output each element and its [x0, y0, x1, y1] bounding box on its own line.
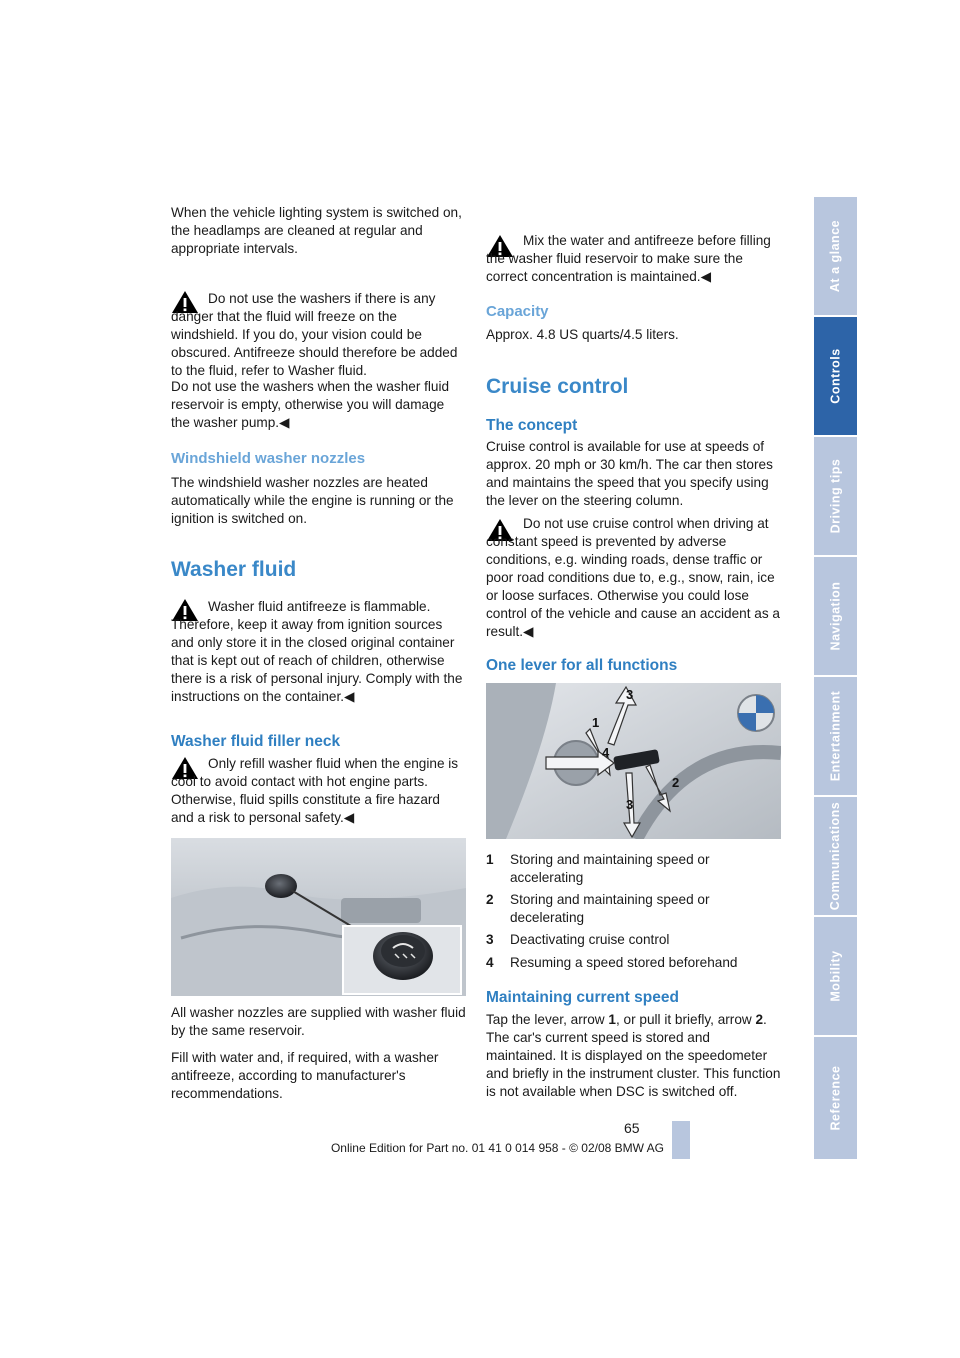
tab-controls[interactable]: Controls: [814, 317, 857, 437]
tab-communications[interactable]: Communications: [814, 797, 857, 917]
concept-paragraph: Cruise control is available for use at speeds of approx. 20 mph or 30 km/h. The car then stores and maintains the speed that you specify using the lever on the steering column.: [486, 439, 773, 508]
cruise-lever-photo: [486, 683, 781, 839]
list-item: 4 Resuming a speed stored beforehand: [486, 955, 738, 970]
warning-freeze: Do not use the washers if there is any danger that the fluid will freeze on the windshield. If you do, your vision could be obscured. Antifreeze should therefore be added to the fluid, refer to Washer fluid.: [171, 291, 458, 378]
tab-at-a-glance[interactable]: At a glance: [814, 197, 857, 317]
list-item: 1 Storing and maintaining speed or accelerating: [486, 852, 710, 885]
intro-paragraph: When the vehicle lighting system is switched on, the headlamps are cleaned at regular and appropriate intervals.: [171, 205, 462, 256]
heading-washer-fluid: Washer fluid: [171, 558, 297, 581]
tab-driving-tips[interactable]: Driving tips: [814, 437, 857, 557]
svg-text:3: 3: [626, 797, 634, 812]
svg-text:3: 3: [626, 687, 634, 702]
list-item: 2 Storing and maintaining speed or decelerating: [486, 892, 710, 925]
warning-adverse-conditions: Do not use cruise control when driving at constant speed is prevented by adverse conditions, e.g. winding roads, dense traffic or poor road conditions due to, e.g., snow, rain, ice or loose surfaces. Otherwise you could lose control of the vehicle and cause an accident as a result.◀: [486, 516, 780, 639]
list-item: 3 Deactivating cruise control: [486, 932, 670, 947]
svg-text:4: 4: [602, 745, 610, 760]
warning-hot-engine: Only refill washer fluid when the engine is cool to avoid contact with hot engine parts. Otherwise, fluid spills constitute a fire hazard and a risk to personal safety.◀: [171, 756, 459, 825]
nozzles-paragraph: The windshield washer nozzles are heated automatically while the engine is running or the ignition is switched on.: [171, 475, 454, 526]
tab-mobility[interactable]: Mobility: [814, 917, 857, 1037]
warning-flammable: Washer fluid antifreeze is flammable. Therefore, keep it away from ignition sources and only store it in the closed original container that is kept out of reach of children, otherwise there is a risk of personal injury. Comply with the instructions on the container.◀: [171, 599, 463, 704]
svg-text:2: 2: [672, 775, 680, 790]
heading-concept: The concept: [486, 417, 578, 434]
heading-one-lever: One lever for all functions: [486, 657, 678, 674]
fill-paragraph: Fill with water and, if required, with a washer antifreeze, according to manufacturer's recommendations.: [171, 1050, 439, 1101]
heading-capacity: Capacity: [486, 303, 549, 320]
warning-mix: Mix the water and antifreeze before filling the washer fluid reservoir to make sure the correct concentration is maintained.◀: [486, 233, 771, 284]
maintaining-paragraph: Tap the lever, arrow 1, or pull it briefly, arrow 2. The car's current speed is stored and maintained. It is displayed on the speedometer and briefly in the instrument cluster. This function is not available when DSC is switched off.: [486, 1012, 781, 1099]
chapter-sidebar: [814, 197, 857, 1159]
filler-neck-photo: [171, 838, 466, 996]
heading-filler-neck: Washer fluid filler neck: [171, 733, 341, 750]
capacity-paragraph: Approx. 4.8 US quarts/4.5 liters.: [486, 327, 679, 342]
tab-navigation[interactable]: Navigation: [814, 557, 857, 677]
tab-reference[interactable]: Reference: [814, 1037, 857, 1161]
heading-cruise-control: Cruise control: [486, 375, 629, 398]
tab-entertainment[interactable]: Entertainment: [814, 677, 857, 797]
heading-nozzles: Windshield washer nozzles: [171, 450, 366, 467]
warning-empty-reservoir: Do not use the washers when the washer fluid reservoir is empty, otherwise you will damage the washer pump.◀: [171, 379, 450, 430]
nozzles-reservoir-paragraph: All washer nozzles are supplied with washer fluid by the same reservoir.: [171, 1005, 466, 1038]
heading-maintaining-speed: Maintaining current speed: [486, 989, 679, 1006]
page-number: 65: [624, 1120, 640, 1136]
svg-text:1: 1: [592, 715, 600, 730]
footer-edition: Online Edition for Part no. 01 41 0 014 958 - © 02/08 BMW AG: [330, 1141, 664, 1155]
